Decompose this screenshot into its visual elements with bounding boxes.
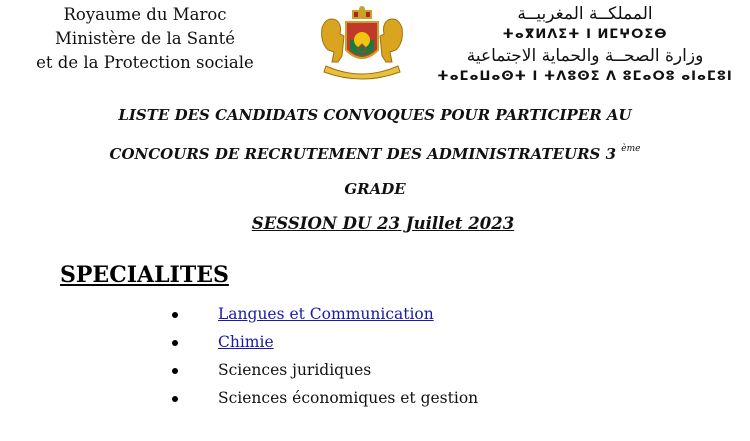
header-kingdom-tifinagh: ⵜⴰⴳⵍⴷⵉⵜ ⵏ ⵍⵎⵖⵔⵉⴱ: [502, 27, 668, 42]
header-kingdom-ar: المملكــة المغربيــة: [517, 4, 653, 24]
bullet-icon: [172, 312, 178, 318]
list-item: [170, 356, 478, 384]
session-date: [8, 214, 750, 233]
title-line-2-text: CONCOURS DE RECRUTEMENT DES ADMINISTRATEURS 3: [109, 145, 617, 163]
header-ministry-fr-2: et de la Protection sociale: [36, 53, 254, 72]
header-kingdom-fr: Royaume du Maroc: [63, 5, 227, 24]
ministry-header-french: [0, 3, 290, 75]
specialites-heading: SPECIALITES: [60, 262, 229, 288]
ministry-header-arabic: [430, 3, 740, 87]
list-item[interactable]: [170, 300, 478, 328]
item-sciences-juridiques: Sciences juridiques: [218, 361, 372, 379]
coat-of-arms-icon: [312, 6, 412, 82]
bullet-icon: [172, 368, 178, 374]
list-item: [170, 384, 478, 412]
title-line-3: GRADE: [344, 180, 406, 198]
title-line-2: [0, 144, 750, 163]
list-item[interactable]: [170, 328, 478, 356]
item-sciences-economiques: Sciences économiques et gestion: [218, 389, 479, 407]
title-superscript: ème: [621, 144, 641, 154]
link-langues-communication[interactable]: Langues et Communication: [218, 305, 434, 323]
header-ministry-ar: وزارة الصحــة والحماية الاجتماعية: [466, 46, 704, 66]
title-line-1: LISTE DES CANDIDATS CONVOQUES POUR PARTICIPER AU: [118, 106, 632, 124]
link-chimie[interactable]: Chimie: [218, 333, 274, 351]
session-text: SESSION DU 23 Juillet 2023: [251, 214, 515, 233]
header-ministry-tifinagh: ⵜⴰⵎⴰⵡⴰⵙⵜ ⵏ ⵜⴷⵓⵙⵉ ⴷ ⵓⵎⴰⵔⵓ ⴰⵏⴰⵎⵓⵏ: [437, 69, 733, 84]
bullet-icon: [172, 340, 178, 346]
header-ministry-fr: Ministère de la Santé: [55, 29, 235, 48]
specialites-list: [170, 300, 478, 412]
bullet-icon: [172, 396, 178, 402]
